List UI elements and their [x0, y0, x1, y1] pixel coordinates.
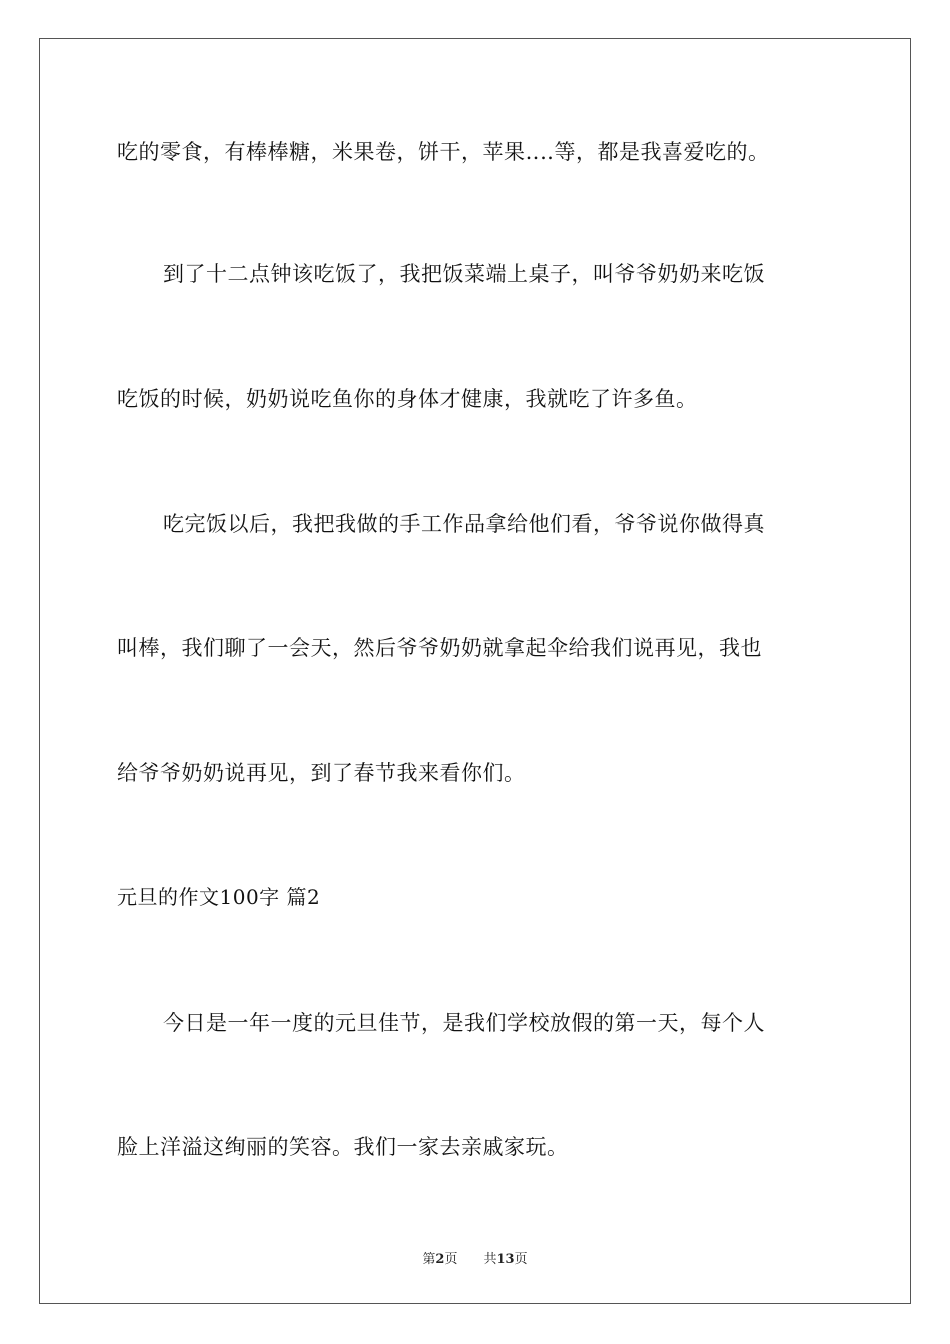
- total-pages: 13: [496, 1252, 515, 1267]
- text-line-1: 吃的零食，有棒棒糖，米果卷，饼干，苹果‥‥等，都是我喜爱吃的。: [117, 140, 770, 164]
- text-line-2: 到了十二点钟该吃饭了，我把饭菜端上桌子，叫爷爷奶奶来吃饭: [163, 262, 765, 286]
- page-prefix: 第: [422, 1252, 436, 1267]
- text-line-4: 吃完饭以后，我把我做的手工作品拿给他们看，爷爷说你做得真: [163, 512, 765, 536]
- text-line-7: 今日是一年一度的元旦佳节，是我们学校放假的第一天，每个人: [163, 1011, 765, 1035]
- page-number: 2: [435, 1252, 445, 1267]
- text-line-3: 吃饭的时候，奶奶说吃鱼你的身体才健康，我就吃了许多鱼。: [117, 387, 698, 411]
- page-frame: [39, 38, 911, 1304]
- total-prefix: 共: [483, 1252, 497, 1267]
- text-line-8: 脸上洋溢这绚丽的笑容。我们一家去亲戚家玩。: [117, 1135, 569, 1159]
- section-heading: 元旦的作文100字 篇2: [117, 885, 321, 909]
- page-footer: [0, 1248, 950, 1267]
- text-line-6: 给爷爷奶奶说再见，到了春节我来看你们。: [117, 761, 526, 785]
- text-line-5: 叫棒，我们聊了一会天，然后爷爷奶奶就拿起伞给我们说再见，我也: [117, 636, 762, 660]
- page-suffix: 页: [444, 1252, 458, 1267]
- total-suffix: 页: [514, 1252, 528, 1267]
